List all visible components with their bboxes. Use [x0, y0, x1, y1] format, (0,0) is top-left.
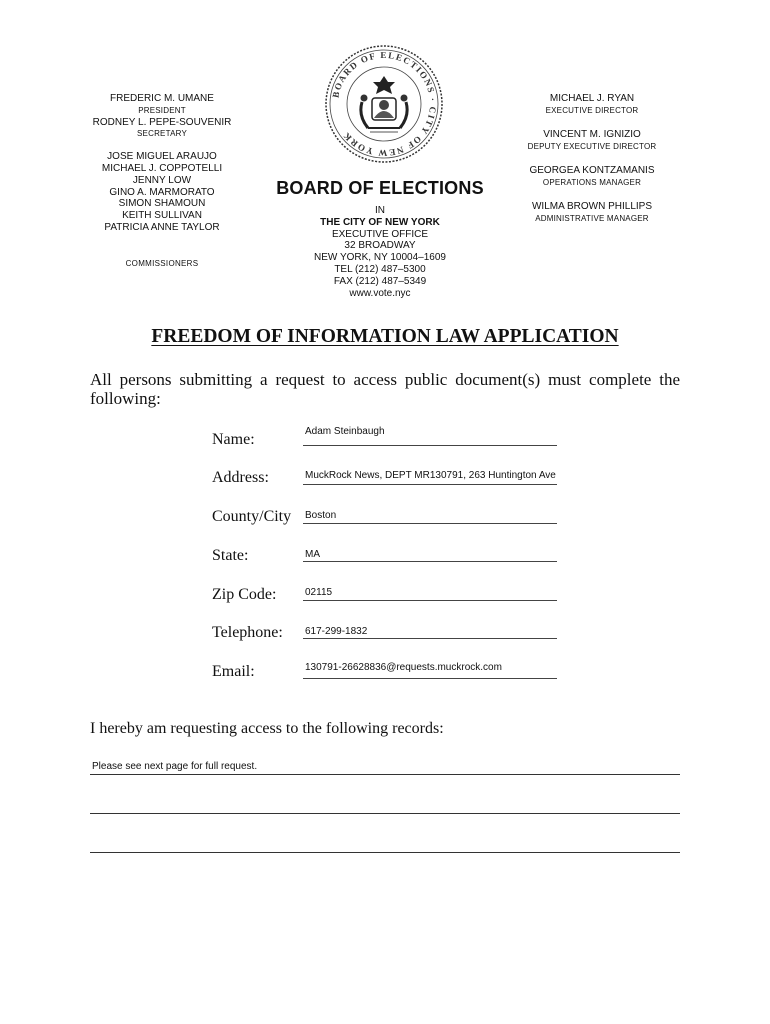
county-city-field[interactable]: Boston: [305, 510, 337, 521]
email-line: [303, 678, 557, 679]
fax-number: FAX (212) 487–5349: [333, 275, 427, 287]
form-instructions: All persons submitting a request to access public document(s) must complete the following:: [90, 370, 680, 408]
commissioner-name: GINO A. MARMORATO: [109, 186, 215, 198]
president-name: FREDERIC M. UMANE: [110, 93, 214, 104]
address-line: [303, 484, 557, 485]
city-state-zip: NEW YORK, NY 10004–1609: [314, 252, 446, 264]
telephone-number: TEL (212) 487–5300: [334, 263, 426, 275]
staff-name: VINCENT M. IGNIZIO: [543, 129, 641, 140]
request-label: I hereby am requesting access to the following records:: [90, 720, 444, 737]
staff-name: MICHAEL J. RYAN: [549, 93, 635, 104]
request-line-1: [90, 774, 680, 775]
board-address-block: [250, 175, 510, 299]
website: www.vote.nyc: [349, 287, 411, 299]
secretary-name: RODNEY L. PEPE-SOUVENIR: [92, 116, 232, 128]
name-line: [303, 445, 557, 446]
staff-title: DEPUTY EXECUTIVE DIRECTOR: [527, 142, 657, 151]
commissioner-name: JENNY LOW: [132, 174, 192, 186]
staff-name: GEORGEA KONTZAMANIS: [529, 165, 655, 176]
in-text: IN: [375, 205, 385, 216]
county-city-line: [303, 523, 557, 524]
board-of-elections-seal: [322, 42, 446, 166]
request-line-2: [90, 813, 680, 814]
email-field[interactable]: 130791-26628836@requests.muckrock.com: [305, 662, 502, 673]
staff-column: [502, 93, 682, 237]
city-name: THE CITY OF NEW YORK: [320, 216, 440, 228]
staff-title: ADMINISTRATIVE MANAGER: [535, 214, 649, 223]
commissioners-label: COMMISSIONERS: [125, 258, 199, 268]
secretary-title: SECRETARY: [137, 129, 187, 139]
president-title: PRESIDENT: [138, 105, 186, 115]
telephone-label: Telephone:: [212, 624, 283, 641]
email-label: Email:: [212, 663, 255, 680]
commissioner-name: MICHAEL J. COPPOTELLI: [101, 162, 223, 174]
form-title-text: FREEDOM OF INFORMATION LAW APPLICATION: [151, 326, 619, 347]
state-field[interactable]: MA: [305, 549, 320, 560]
staff-title: OPERATIONS MANAGER: [542, 178, 642, 187]
board-title: BOARD OF ELECTIONS: [276, 178, 484, 198]
state-label: State:: [212, 547, 249, 564]
request-text-field[interactable]: Please see next page for full request.: [92, 761, 258, 772]
staff-title: EXECUTIVE DIRECTOR: [545, 106, 639, 115]
county-city-label: County/City: [212, 508, 292, 525]
request-line-3: [90, 852, 680, 853]
commissioner-name: KEITH SULLIVAN: [122, 210, 202, 222]
zip-code-label: Zip Code:: [212, 586, 277, 603]
zip-code-line: [303, 600, 557, 601]
commissioner-name: PATRICIA ANNE TAYLOR: [104, 221, 220, 233]
commissioner-name: JOSE MIGUEL ARAUJO: [107, 151, 217, 163]
commissioners-column: [82, 93, 242, 270]
telephone-line: [303, 638, 557, 639]
address-label: Address:: [212, 469, 269, 486]
commissioner-name: SIMON SHAMOUN: [118, 198, 206, 210]
zip-code-field[interactable]: 02115: [305, 587, 333, 598]
state-line: [303, 561, 557, 562]
staff-name: WILMA BROWN PHILLIPS: [531, 201, 653, 212]
name-label: Name:: [212, 431, 255, 448]
street-address: 32 BROADWAY: [344, 240, 416, 252]
office-name: EXECUTIVE OFFICE: [331, 228, 429, 240]
form-title: [0, 326, 770, 348]
name-field[interactable]: Adam Steinbaugh: [305, 426, 385, 437]
seal-text: BOARD OF ELECTIONS · CITY OF NEW YORK: [330, 49, 439, 159]
address-field[interactable]: MuckRock News, DEPT MR130791, 263 Huntington Ave: [305, 470, 556, 481]
telephone-field[interactable]: 617-299-1832: [305, 626, 368, 637]
